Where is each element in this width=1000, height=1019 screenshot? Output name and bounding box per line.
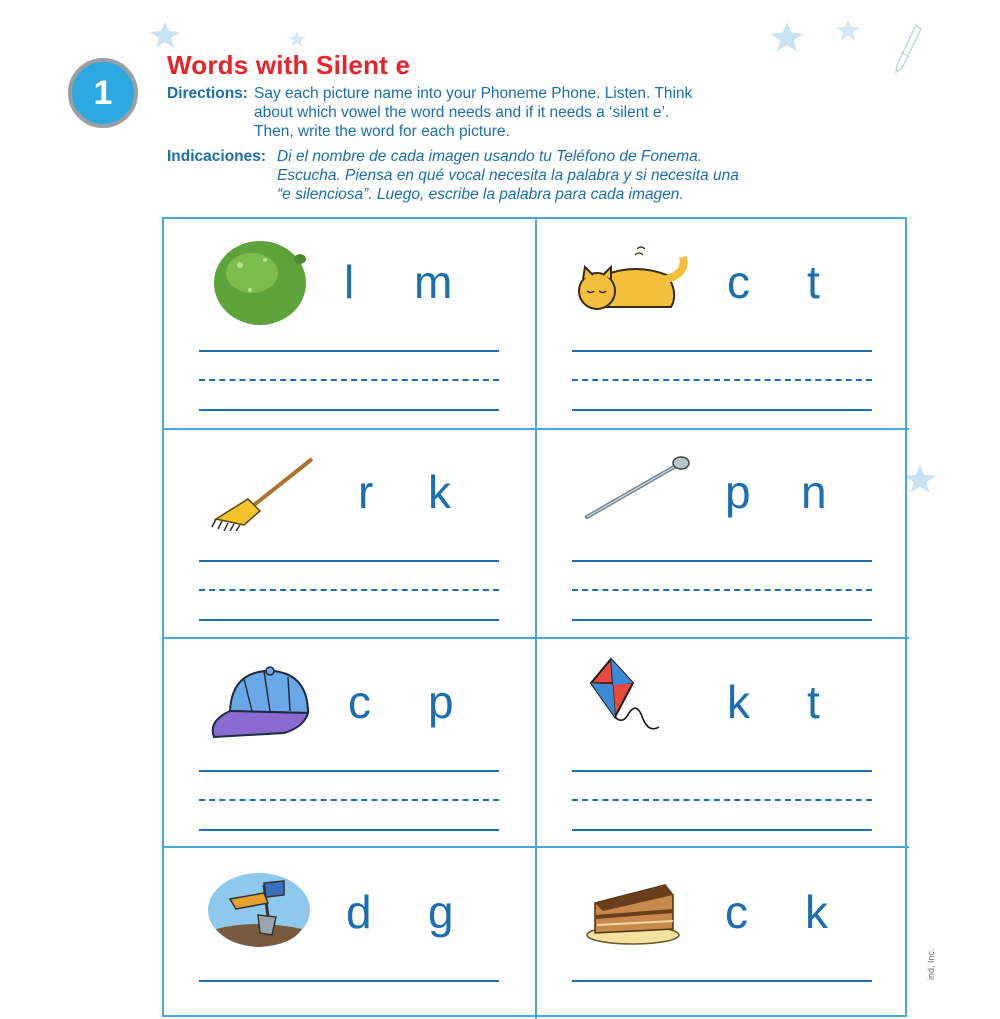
cake-icon — [583, 873, 683, 945]
first-letter: r — [358, 466, 374, 518]
writing-line-bottom — [572, 619, 872, 621]
star-decoration-icon — [148, 20, 182, 50]
word-cell-pin — [537, 429, 909, 639]
cap-icon — [204, 661, 320, 743]
first-letter: d — [346, 886, 372, 938]
indicaciones-line: Escucha. Piensa en qué vocal necesita la palabra y si necesita una — [277, 167, 739, 184]
last-letter: t — [807, 676, 820, 728]
word-cell-rake — [164, 429, 536, 639]
word-cell-cat — [537, 219, 909, 429]
activity-number-badge: 1 — [68, 58, 138, 128]
last-letter: g — [428, 886, 454, 938]
writing-line-top — [572, 770, 872, 772]
last-letter: m — [414, 256, 453, 308]
writing-line-bottom — [199, 619, 499, 621]
pencil-decoration-icon — [890, 22, 924, 78]
last-letter: k — [428, 466, 451, 518]
word-cell-lime — [164, 219, 536, 429]
star-decoration-icon — [834, 18, 862, 42]
writing-line-bottom — [199, 409, 499, 411]
writing-line-top — [572, 980, 872, 982]
last-letter: t — [807, 256, 820, 308]
writing-line-middle — [199, 589, 499, 591]
word-cell-cap — [164, 639, 536, 849]
writing-line-bottom — [572, 409, 872, 411]
last-letter: p — [428, 676, 454, 728]
first-letter: k — [727, 676, 750, 728]
writing-line-top — [199, 350, 499, 352]
dig-icon — [206, 871, 312, 949]
word-cell-kite — [537, 639, 909, 849]
first-letter: l — [344, 256, 355, 308]
worksheet-grid — [162, 217, 907, 1017]
copyright-text: ind, Inc. — [926, 948, 936, 980]
first-letter: p — [725, 466, 751, 518]
first-letter: c — [727, 256, 750, 308]
writing-line-middle — [199, 799, 499, 801]
first-letter: c — [725, 886, 748, 938]
writing-line-middle — [572, 589, 872, 591]
cat-icon — [575, 245, 691, 313]
writing-line-middle — [199, 379, 499, 381]
writing-line-middle — [572, 379, 872, 381]
directions-line: Say each picture name into your Phoneme Phone. Listen. Think — [254, 85, 693, 102]
writing-line-middle — [572, 799, 872, 801]
writing-line-bottom — [572, 829, 872, 831]
lime-icon — [210, 235, 310, 329]
star-decoration-icon — [768, 20, 806, 54]
last-letter: k — [805, 886, 828, 938]
page-title: Words with Silent e — [167, 50, 411, 80]
kite-icon — [583, 657, 683, 737]
directions-line: about which vowel the word needs and if it needs a ‘silent e’. — [254, 104, 670, 121]
indicaciones-label: Indicaciones: — [167, 148, 267, 165]
rake-icon — [208, 455, 318, 531]
writing-line-top — [572, 560, 872, 562]
star-decoration-icon — [287, 30, 307, 48]
writing-line-bottom — [199, 829, 499, 831]
writing-line-top — [199, 560, 499, 562]
indicaciones-line: “e silenciosa”. Luego, escribe la palabra para cada imagen. — [277, 186, 684, 203]
word-cell-cake — [537, 849, 909, 1019]
writing-line-top — [199, 980, 499, 982]
last-letter: n — [801, 466, 827, 518]
pin-icon — [581, 453, 691, 523]
indicaciones-line: Di el nombre de cada imagen usando tu Teléfono de Fonema. — [277, 148, 703, 165]
directions-line: Then, write the word for each picture. — [254, 123, 510, 140]
writing-line-top — [572, 350, 872, 352]
word-cell-dig — [164, 849, 536, 1019]
first-letter: c — [348, 676, 371, 728]
directions-label: Directions: — [167, 85, 248, 102]
writing-line-top — [199, 770, 499, 772]
